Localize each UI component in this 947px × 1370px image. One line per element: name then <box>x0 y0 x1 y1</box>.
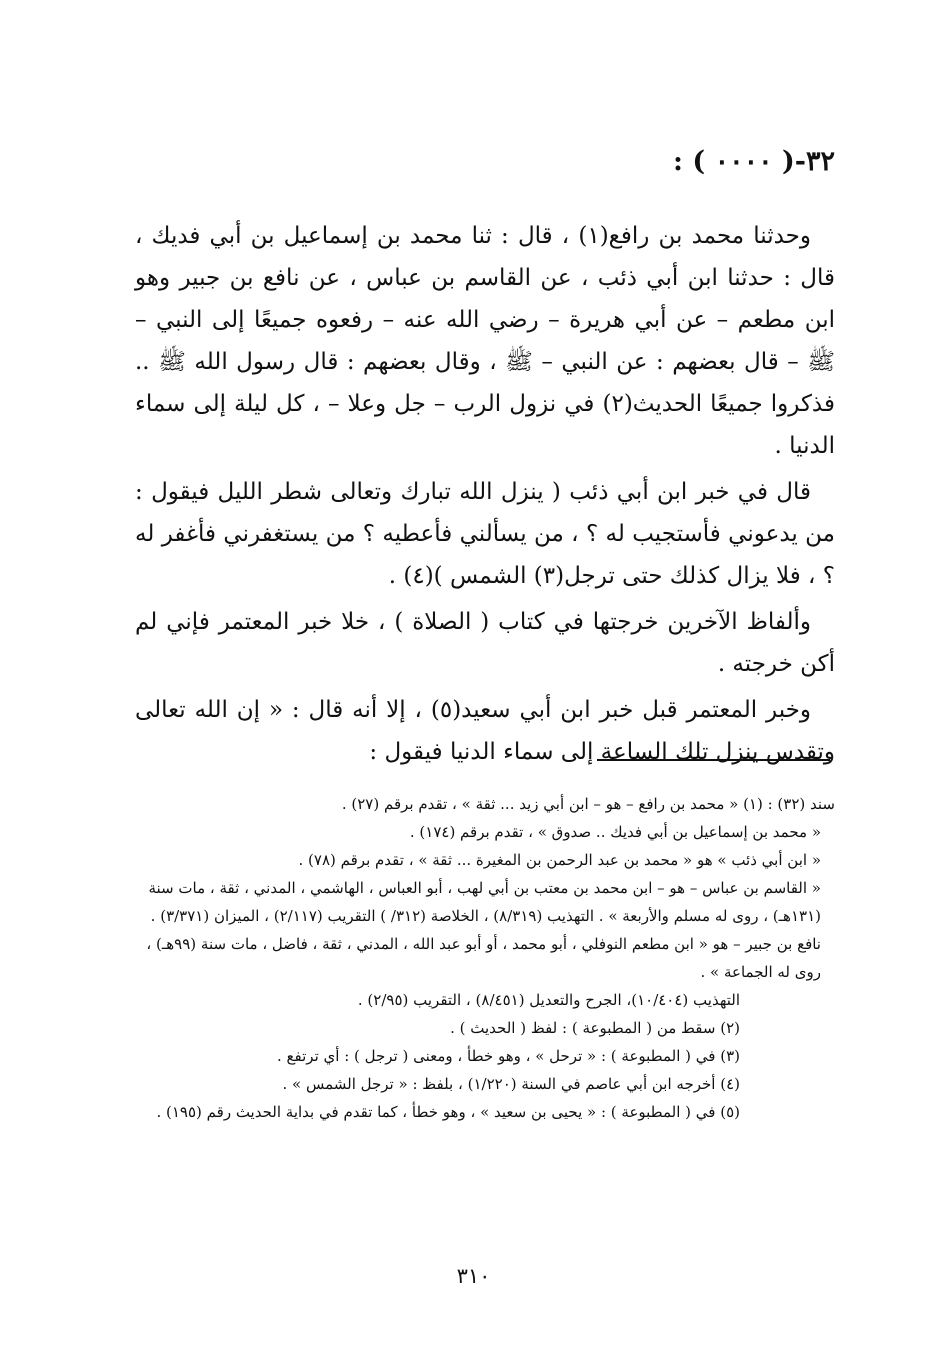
page-number: ٣١٠ <box>456 1264 491 1288</box>
footnote-separator <box>597 759 830 761</box>
footnote-sanad: سند (٣٢) : (١) « محمد بن رافع – هو – ابن أبي زيد ... ثقة » ، تقدم برقم (٢٧) . <box>341 795 835 813</box>
footnote-narrator: نافع بن جبير – هو « ابن مطعم النوفلي ، أبو محمد ، أو أبو عبد الله ، المدني ، ثقة ، فاضل ، مات سنة (٩٩هـ) ، روى له الجماعة » . <box>146 935 821 981</box>
footnote-narrator: « محمد بن إسماعيل بن أبي فديك .. صدوق » ، تقدم برقم (١٧٤) . <box>409 823 821 841</box>
hadith-heading: ٣٢-( ٠٠٠٠ ) : <box>673 146 835 177</box>
footnote-references: التهذيب (١٠/٤٠٤)، الجرح والتعديل (٨/٤٥١) ، التقريب (٢/٩٥) . <box>357 991 740 1009</box>
footnote-2: (٢) سقط من ( المطبوعة ) : لفظ ( الحديث ) . <box>450 1019 740 1037</box>
paragraph-other-wordings: وألفاظ الآخرين خرجتها في كتاب ( الصلاة ) ، خلا خبر المعتمر فإني لم أكن خرجته . <box>135 609 835 677</box>
paragraph-mutamir: وخبر المعتمر قبل خبر ابن أبي سعيد(٥) ، إلا أنه قال : « إن الله تعالى وتقدس ينزل تلك الساعة إلى سماء الدنيا فيقول : <box>135 697 835 765</box>
paragraph-matn: قال في خبر ابن أبي ذئب ( ينزل الله تبارك وتعالى شطر الليل فيقول : من يدعوني فأستجيب له ؟ ، من يسألني فأعطيه ؟ من يستغفرني فأغفر له ؟ ، فلا يزال كذلك حتى ترجل(٣) الشمس )(٤) . <box>135 479 835 589</box>
footnote-narrator: « القاسم بن عباس – هو – ابن محمد بن معتب بن أبي لهب ، أبو العباس ، الهاشمي ، المدني ، ثقة ، مات سنة (١٣١هـ) ، روى له مسلم والأربعة » . التهذيب (٨/٣١٩) ، الخلاصة (٣١٢/ ) التقريب (٢/١١٧) ، الميزان (٣/٣٧١) . <box>148 879 821 925</box>
footnote-4: (٤) أخرجه ابن أبي عاصم في السنة (١/٢٢٠) ، بلفظ : « ترجل الشمس » . <box>282 1075 740 1093</box>
footnote-narrator: « ابن أبي ذئب » هو « محمد بن عبد الرحمن بن المغيرة ... ثقة » ، تقدم برقم (٧٨) . <box>298 851 821 869</box>
footnote-3: (٣) في ( المطبوعة ) : « ترحل » ، وهو خطأ ، ومعنى ( ترجل ) : أي ترتفع . <box>277 1047 740 1065</box>
footnote-5: (٥) في ( المطبوعة ) : « يحيى بن سعيد » ، وهو خطأ ، كما تقدم في بداية الحديث رقم (١٩٥) . <box>156 1103 740 1121</box>
paragraph-isnad: وحدثنا محمد بن رافع(١) ، قال : ثنا محمد بن إسماعيل بن أبي فديك ، قال : حدثنا ابن أبي ذئب ، عن القاسم بن عباس ، عن نافع بن جبير وهو ابن مطعم – عن أبي هريرة – رضي الله عنه – رفعوه جميعًا إلى النبي – ﷺ – قال بعضهم : عن النبي – ﷺ ، وقال بعضهم : قال رسول الله ﷺ .. فذكروا جميعًا الحديث(٢) في نزول الرب – جل وعلا – ، كل ليلة إلى سماء الدنيا . <box>135 223 835 459</box>
main-text <box>135 215 835 773</box>
footnotes <box>135 790 835 1126</box>
